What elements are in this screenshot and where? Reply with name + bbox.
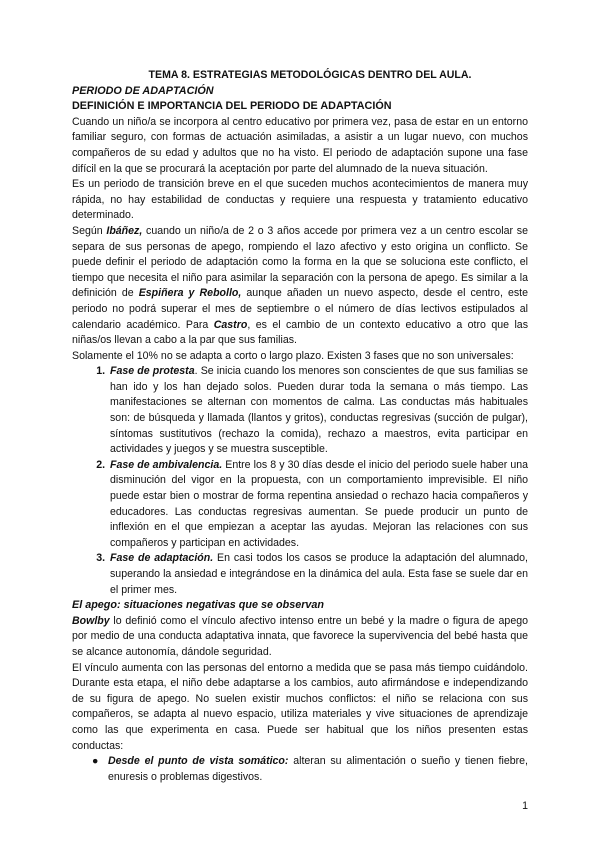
conduct-list <box>72 754 528 785</box>
section-heading: PERIODO DE ADAPTACIÓN <box>72 84 214 97</box>
author-ibanez: Ibáñez, <box>106 224 143 237</box>
list-item: 2. Fase de ambivalencia. Entre los 8 y 30 días desde el inicio del periodo suele haber una disminución del vigor en la propuesta, con un comportamiento imprevisible. El niño puede estar bien o mostrar de forma repentina ansiedad o rechazo hacia compañeros y educadores. Las conductas regresivas aumentan. Se puede producir un punto de inflexión en el que empiezan a aceptar las ayudas. Mejoran las relaciones con sus compañeros y participan en actividades. <box>108 458 528 552</box>
list-item: 3. Fase de adaptación. En casi todos los casos se produce la adaptación del alumnado, superando la ansiedad e integrándose en la dinámica del aula. Esta fase se suele dar en el primer mes. <box>108 551 528 598</box>
paragraph-4: Solamente el 10% no se adapta a corto o largo plazo. Existen 3 fases que no son universales: <box>72 349 514 362</box>
document-page <box>72 68 528 785</box>
paragraph-6: El vínculo aumenta con las personas del entorno a medida que se pasa más tiempo cuidándolo. Durante esta etapa, el niño debe adaptarse a los cambios, auto afirmándose e independizando de su figura de apego. No suelen existir muchos conflictos: el niño se relaciona con sus compañeros, se adapta al nuevo espacio, utiliza materiales y vive situaciones de aprendizaje como las que experimenta en casa. Puede ser habitual que los niños presenten estas conductas: <box>72 661 528 752</box>
author-bowlby: Bowlby <box>72 614 110 627</box>
list-item: ● Desde el punto de vista somático: alteran su alimentación o sueño y tienen fiebre, enuresis o problemas digestivos. <box>92 755 528 783</box>
paragraph-2: Es un periodo de transición breve en el que suceden muchos acontecimientos de manera muy rápida, no hay estabilidad de conductas y requiere una respuesta y tratamiento educativo determinado. <box>72 178 528 222</box>
author-espinera-rebollo: Espiñera y Rebollo, <box>138 287 242 300</box>
apego-heading: El apego: situaciones negativas que se observan <box>72 599 325 612</box>
paragraph-3: Según Ibáñez, cuando un niño/a de 2 o 3 años accede por primera vez a un centro escolar se separa de sus personas de apego, rompiendo el lazo afectivo y esto origina un conflicto. Se puede definir el periodo de adaptación como la forma en la que se soluciona este conflicto, el tiempo que necesita el niño para asimilar la separación con la persona de apego. Es similar a la definición de Espiñera y Rebollo, aunque añaden un nuevo aspecto, desde el centro, este periodo no podrá superar el mes de septiembre o el número de días lectivos estipulados al calendario académico. Para Castro, es el cambio de un contexto educativo a otro que las niñas/os llevan a cabo a la par que sus familias. <box>72 224 528 347</box>
phases-list <box>72 364 528 598</box>
paragraph-1: Cuando un niño/a se incorpora al centro educativo por primera vez, pasa de estar en un entorno familiar seguro, con formas de actuación asimiladas, a asistir a un lugar nuevo, con muchos compañeros de su edad y adultos que no ha visto. El periodo de adaptación supone una fase difícil en la que se procurará la aceptación por parte del alumnado de la nueva situación. <box>72 115 528 175</box>
bullet-icon: ● <box>92 755 99 768</box>
paragraph-5: Bowlby lo definió como el vínculo afectivo intenso entre un bebé y la madre o figura de apego por medio de una conducta adaptativa innata, que favorece la supervivencia del bebé hasta que se alcance autonomía, dándole seguridad. <box>72 614 528 658</box>
page-number: 1 <box>522 800 528 812</box>
subheading: DEFINICIÓN E IMPORTANCIA DEL PERIODO DE ADAPTACIÓN <box>72 100 392 113</box>
author-castro: Castro <box>213 318 248 331</box>
page-title: TEMA 8. ESTRATEGIAS METODOLÓGICAS DENTRO DEL AULA. <box>148 69 472 81</box>
list-item: 1. Fase de protesta. Se inicia cuando los menores son conscientes de que sus familias se han ido y los han dejado solos. Pueden durar toda la semana o más tiempo. Las manifestaciones se alternan con momentos de calma. Las conductas más habituales son: de búsqueda y llamada (llantos y gritos), conductas regresivas (succión de pulgar), síntomas sustitutivos (rechazo la comida), rechazo a maestros, evita participar en actividades y juegos y se muestra susceptible. <box>108 364 528 458</box>
